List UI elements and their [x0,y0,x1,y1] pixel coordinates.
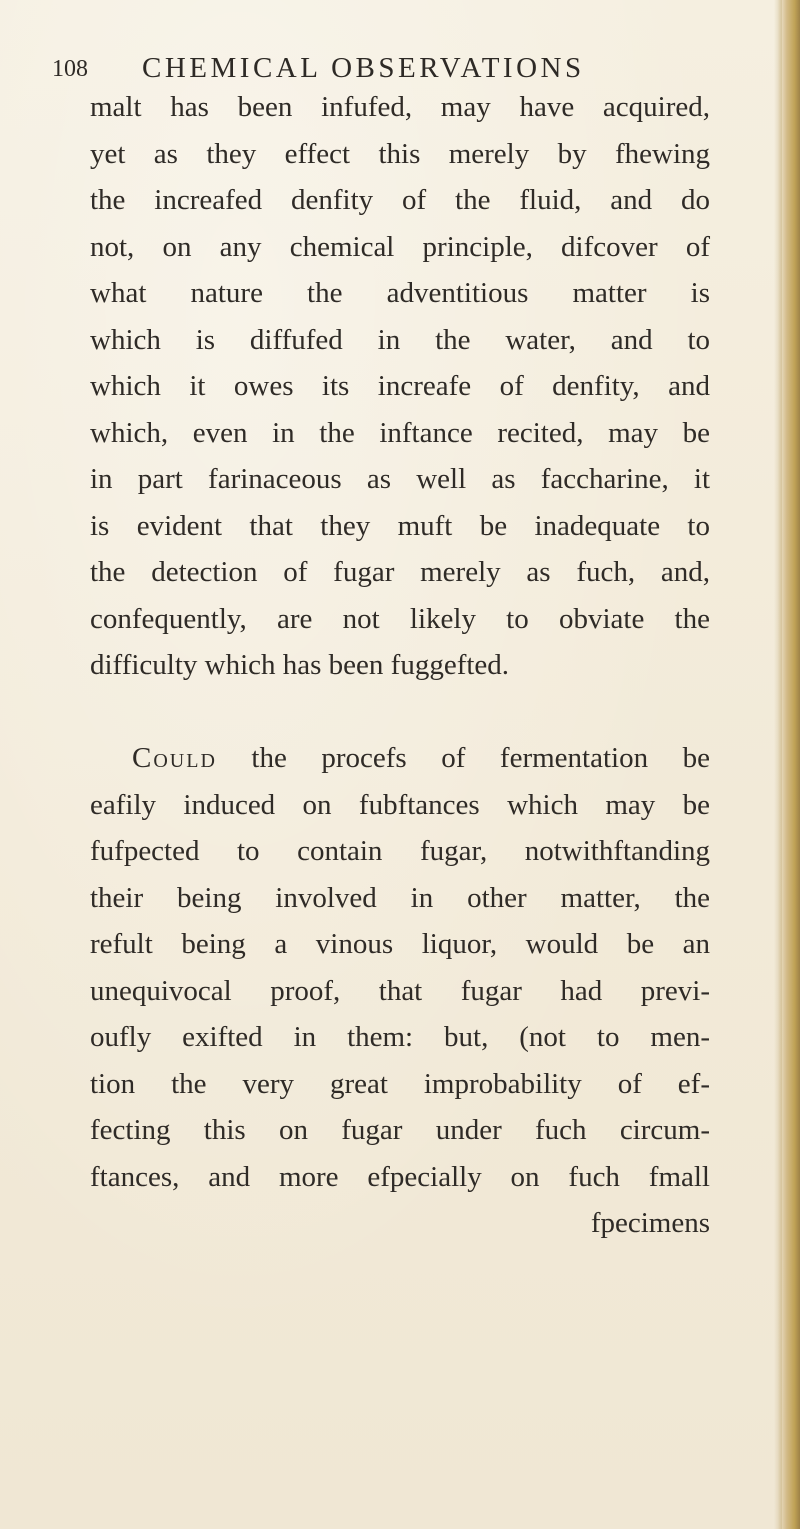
paragraph-2-first-line [90,735,710,782]
text-line: tion the very great improbability of ef- [90,1067,710,1100]
text-line: not, on any chemical principle, difcover of [90,230,710,263]
text-line: which, even in the inftance recited, may be [90,416,710,449]
text-line: is evident that they muft be inadequate to [90,509,710,542]
first-line-rest: the procefs of fermentation be [216,742,710,774]
text-line: ftances, and more efpecially on fuch fmall [90,1160,710,1193]
paragraph-2 [90,735,710,1247]
paragraph-1 [90,84,710,689]
text-line: oufly exifted in them: but, (not to men- [90,1021,710,1053]
text-line: eafily induced on fubftances which may be [90,788,710,821]
text-line: fecting this on fugar under fuch circum- [90,1114,710,1146]
page-edge-highlight [774,0,782,1529]
text-line: which it owes its increafe of denfity, and [90,370,710,402]
text-line: confequently, are not likely to obviate the [90,602,710,635]
text-line: the detection of fugar merely as fuch, and, [90,556,710,588]
text-line: their being involved in other matter, the [90,881,710,914]
text-line: malt has been infufed, may have acquired, [90,91,710,123]
text-line: what nature the adventitious matter is [90,277,710,309]
text-line: in part farinaceous as well as faccharine, it [90,463,710,495]
text-line: fufpected to contain fugar, notwithftanding [90,835,710,867]
catchword: fpecimens [590,1207,710,1239]
paragraph-spacer [90,689,710,736]
text-line: which is diffufed in the water, and to [90,323,710,356]
text-line: refult being a vinous liquor, would be an [90,928,710,960]
page-number: 108 [52,56,88,82]
text-line: the increafed denfity of the fluid, and do [90,184,710,216]
text-line: unequivocal proof, that fugar had previ- [90,974,710,1007]
running-head: CHEMICAL OBSERVATIONS [142,52,585,84]
text-line: difficulty which has been fuggefted. [90,649,510,681]
body-text [90,84,710,1247]
text-line: yet as they effect this merely by fhewing [90,137,710,170]
opening-word: Could [132,742,217,774]
